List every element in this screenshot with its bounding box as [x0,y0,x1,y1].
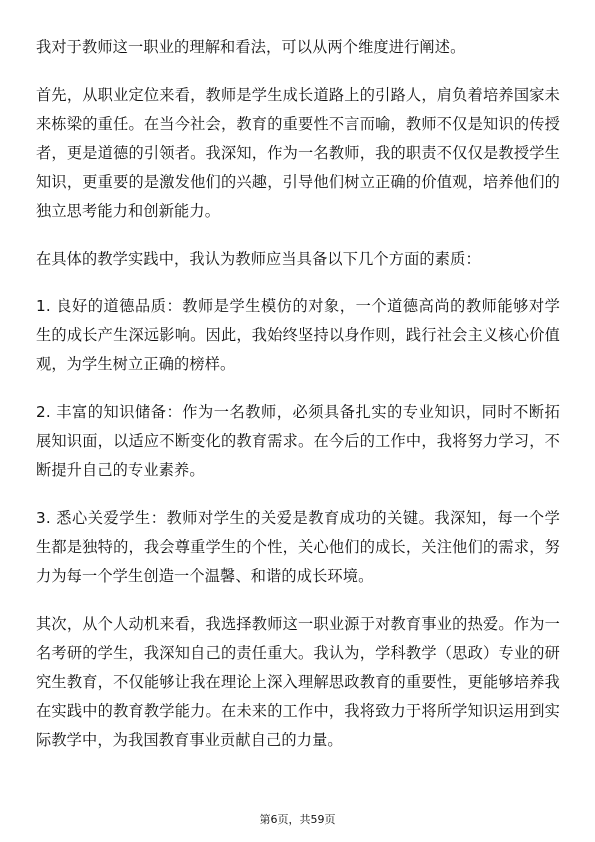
document-body [36,33,560,774]
intro-paragraph: 我对于教师这一职业的理解和看法，可以从两个维度进行阐述。 [36,38,466,56]
quality-item-morality: 1. 良好的道德品质：教师是学生模仿的对象，一个道德高尚的教师能够对学生的成长产生深远影响。因此，我始终坚持以身作则，践行社会主义核心价值观，为学生树立正确的榜样。 [36,297,560,373]
page-number-footer: 第6页，共59页 [259,813,336,826]
quality-item-knowledge: 2. 丰富的知识储备：作为一名教师，必须具备扎实的专业知识，同时不断拓展知识面，以适应不断变化的教育需求。在今后的工作中，我将努力学习，不断提升自己的专业素养。 [36,403,560,479]
career-positioning-paragraph: 首先，从职业定位来看，教师是学生成长道路上的引路人，肩负着培养国家未来栋梁的重任。在当今社会，教育的重要性不言而喻，教师不仅是知识的传授者，更是道德的引领者。我深知，作为一名教师，我的职责不仅仅是教授学生知识，更重要的是激发他们的兴趣，引导他们树立正确的价值观，培养他们的独立思考能力和创新能力。 [36,86,560,220]
qualities-intro-paragraph: 在具体的教学实践中，我认为教师应当具备以下几个方面的素质： [36,250,481,268]
personal-motivation-paragraph: 其次，从个人动机来看，我选择教师这一职业源于对教育事业的热爱。作为一名考研的学生，我深知自己的责任重大。我认为，学科教学（思政）专业的研究生教育，不仅能够让我在理论上深入理解思政教育的重要性，更能够培养我在实践中的教育教学能力。在未来的工作中，我将致力于将所学知识运用到实际教学中，为我国教育事业贡献自己的力量。 [36,615,560,749]
quality-item-care: 3. 悉心关爱学生：教师对学生的关爱是教育成功的关键。我深知，每一个学生都是独特的，我会尊重学生的个性，关心他们的成长，关注他们的需求，努力为每一个学生创造一个温馨、和谐的成长环境。 [36,509,560,585]
